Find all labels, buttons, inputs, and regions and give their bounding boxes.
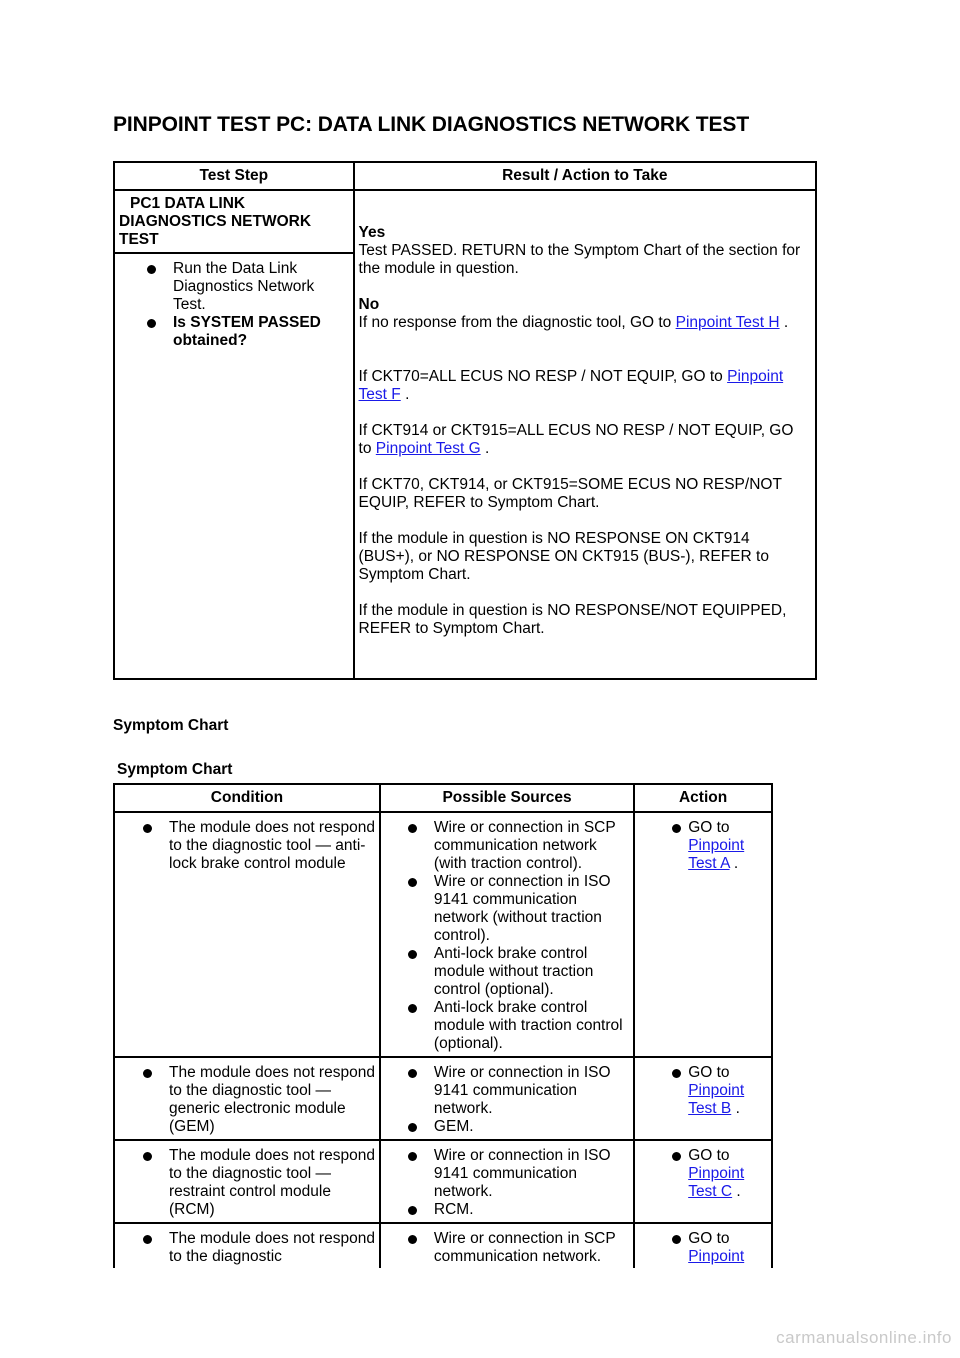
- bullet-icon: [408, 1004, 417, 1013]
- symptom-chart-heading: Symptom Chart: [113, 717, 229, 734]
- bullet-icon: [408, 1123, 417, 1132]
- pinpoint-header-row: [114, 162, 816, 190]
- step-body: [114, 253, 354, 679]
- symptom-row: [114, 1223, 772, 1268]
- condition-item: [115, 1147, 379, 1219]
- bullet-icon: [408, 1069, 417, 1078]
- sources-cell: [380, 1057, 634, 1140]
- step-item: [119, 260, 349, 314]
- bullet-icon: [408, 1152, 417, 1161]
- action-prefix: GO to: [688, 1147, 730, 1164]
- source-text: GEM.: [433, 1118, 474, 1135]
- symptom-row: [114, 1057, 772, 1140]
- action-prefix: GO to: [688, 819, 730, 836]
- step-title-line: DIAGNOSTICS NETWORK: [119, 213, 312, 230]
- condition-cell: [114, 1140, 380, 1223]
- bullet-icon: [672, 1152, 681, 1161]
- sources-cell: [380, 812, 634, 1057]
- bullet-icon: [147, 265, 156, 274]
- action-item: GO to Pinpoint Test B .: [635, 1064, 771, 1118]
- no-text: If no response from the diagnostic tool, GO to: [358, 313, 672, 331]
- action-cell: [634, 812, 772, 1057]
- no-text-line: [359, 314, 809, 332]
- pinpoint-test-g-link[interactable]: Pinpoint Test G: [375, 439, 481, 457]
- source-text: Wire or connection in ISO 9141 communication network.: [433, 1064, 611, 1117]
- step-item: [119, 314, 349, 350]
- step-title: [114, 190, 354, 253]
- pinpoint-step-row: [114, 190, 816, 253]
- source-text: Wire or connection in ISO 9141 communication network.: [433, 1147, 611, 1200]
- pinpoint-test-a-link[interactable]: Pinpoint Test A: [688, 837, 745, 872]
- bullet-icon: [672, 1069, 681, 1078]
- header-action: Action: [634, 784, 772, 812]
- page-title: PINPOINT TEST PC: DATA LINK DIAGNOSTICS NETWORK TEST: [113, 113, 750, 136]
- sources-cell: [380, 1140, 634, 1223]
- symptom-chart-caption: Symptom Chart: [117, 761, 233, 778]
- symptom-row: [114, 812, 772, 1057]
- bullet-icon: [147, 319, 156, 328]
- yes-block: [359, 224, 809, 278]
- source-item: [381, 873, 633, 945]
- source-text: Anti-lock brake control module with traction control (optional).: [433, 999, 623, 1052]
- source-text: Wire or connection in ISO 9141 communication network (without traction control).: [433, 873, 611, 944]
- header-result-action: Result / Action to Take: [354, 162, 816, 190]
- ckt70-text: If CKT70=ALL ECUS NO RESP / NOT EQUIP, GO to: [358, 367, 723, 385]
- pinpoint-test-b-link[interactable]: Pinpoint Test B: [688, 1082, 745, 1117]
- symptom-header-row: [114, 784, 772, 812]
- condition-item: [115, 1064, 379, 1136]
- source-text: Wire or connection in SCP communication network (with traction control).: [433, 819, 616, 872]
- source-item: [381, 1064, 633, 1118]
- action-item: [635, 1230, 771, 1266]
- source-item: [381, 1147, 633, 1201]
- header-condition: Condition: [114, 784, 380, 812]
- bullet-icon: [408, 824, 417, 833]
- bullet-icon: [408, 1235, 417, 1244]
- ckt70-block: [359, 368, 809, 404]
- pinpoint-test-table: [113, 161, 817, 680]
- source-item: [381, 1118, 633, 1136]
- no-block: [359, 296, 809, 332]
- action-item: GO to Pinpoint Test A .: [635, 819, 771, 873]
- condition-text: The module does not respond to the diagnostic tool — anti-lock brake control module: [169, 819, 375, 872]
- condition-cell: [114, 1223, 380, 1268]
- condition-item: [115, 1230, 379, 1266]
- source-text: Anti-lock brake control module without traction control (optional).: [433, 945, 594, 998]
- bullet-icon: [408, 878, 417, 887]
- bullet-icon: [672, 824, 681, 833]
- source-text: RCM.: [433, 1201, 474, 1218]
- bullet-icon: [408, 1206, 417, 1215]
- some-ecus-text: If CKT70, CKT914, or CKT915=SOME ECUS NO RESP/NOT EQUIP, REFER to Symptom Chart.: [358, 475, 782, 511]
- bus-text: If the module in question is NO RESPONSE ON CKT914 (BUS+), or NO RESPONSE ON CKT915 (BUS-), REFER to Symptom Chart.: [358, 529, 769, 583]
- condition-cell: [114, 812, 380, 1057]
- action-cell: [634, 1223, 772, 1268]
- symptom-table-wrapper: [113, 783, 773, 1268]
- step-text: Is SYSTEM PASSED obtained?: [173, 314, 321, 349]
- bullet-icon: [408, 950, 417, 959]
- header-possible-sources: Possible Sources: [380, 784, 634, 812]
- pinpoint-test-f-link[interactable]: Pinpoint Test F: [358, 367, 784, 403]
- no-response-text: If the module in question is NO RESPONSE/NOT EQUIPPED, REFER to Symptom Chart.: [358, 601, 787, 637]
- ckt914-text: If CKT914 or CKT915=ALL ECUS NO RESP / NOT EQUIP, GO to: [358, 421, 794, 457]
- watermark: carmanualsonline.info: [776, 1328, 952, 1347]
- period: .: [783, 313, 789, 331]
- action-cell: [634, 1057, 772, 1140]
- source-text: Wire or connection in SCP communication network.: [433, 1230, 616, 1265]
- yes-text: Test PASSED. RETURN to the Symptom Chart of the section for the module in question.: [358, 241, 801, 277]
- symptom-table: [113, 783, 773, 1268]
- step-text: Run the Data Link Diagnostics Network Test.: [173, 260, 315, 313]
- bullet-icon: [143, 1069, 152, 1078]
- step-title-line: TEST: [119, 231, 159, 248]
- period: .: [405, 385, 410, 403]
- action-cell: [634, 1140, 772, 1223]
- condition-text: The module does not respond to the diagnostic: [169, 1230, 375, 1265]
- pinpoint-link[interactable]: Pinpoint: [688, 1248, 745, 1265]
- result-cell: [354, 190, 816, 679]
- action-prefix: GO to: [688, 1230, 730, 1247]
- condition-text: The module does not respond to the diagnostic tool — restraint control module (RCM): [169, 1147, 375, 1218]
- header-test-step: Test Step: [114, 162, 354, 190]
- source-item: [381, 1230, 633, 1266]
- pinpoint-test-h-link[interactable]: Pinpoint Test H: [675, 313, 780, 331]
- bullet-icon: [672, 1235, 681, 1244]
- step-list: [119, 260, 349, 350]
- action-item: GO to Pinpoint Test C .: [635, 1147, 771, 1201]
- ckt914-block: [359, 422, 809, 458]
- bullet-icon: [143, 1235, 152, 1244]
- bullet-icon: [143, 1152, 152, 1161]
- sources-cell: [380, 1223, 634, 1268]
- pinpoint-test-c-link[interactable]: Pinpoint Test C: [688, 1165, 745, 1200]
- period: .: [484, 439, 490, 457]
- yes-label: Yes: [358, 223, 386, 241]
- symptom-row: [114, 1140, 772, 1223]
- condition-cell: [114, 1057, 380, 1140]
- source-item: [381, 1201, 633, 1219]
- source-item: [381, 819, 633, 873]
- no-label: No: [358, 295, 380, 313]
- condition-text: The module does not respond to the diagnostic tool — generic electronic module (GEM): [169, 1064, 375, 1135]
- action-prefix: GO to: [688, 1064, 730, 1081]
- source-item: [381, 999, 633, 1053]
- bullet-icon: [143, 824, 152, 833]
- source-item: [381, 945, 633, 999]
- step-title-line: PC1 DATA LINK: [130, 195, 246, 212]
- condition-item: [115, 819, 379, 873]
